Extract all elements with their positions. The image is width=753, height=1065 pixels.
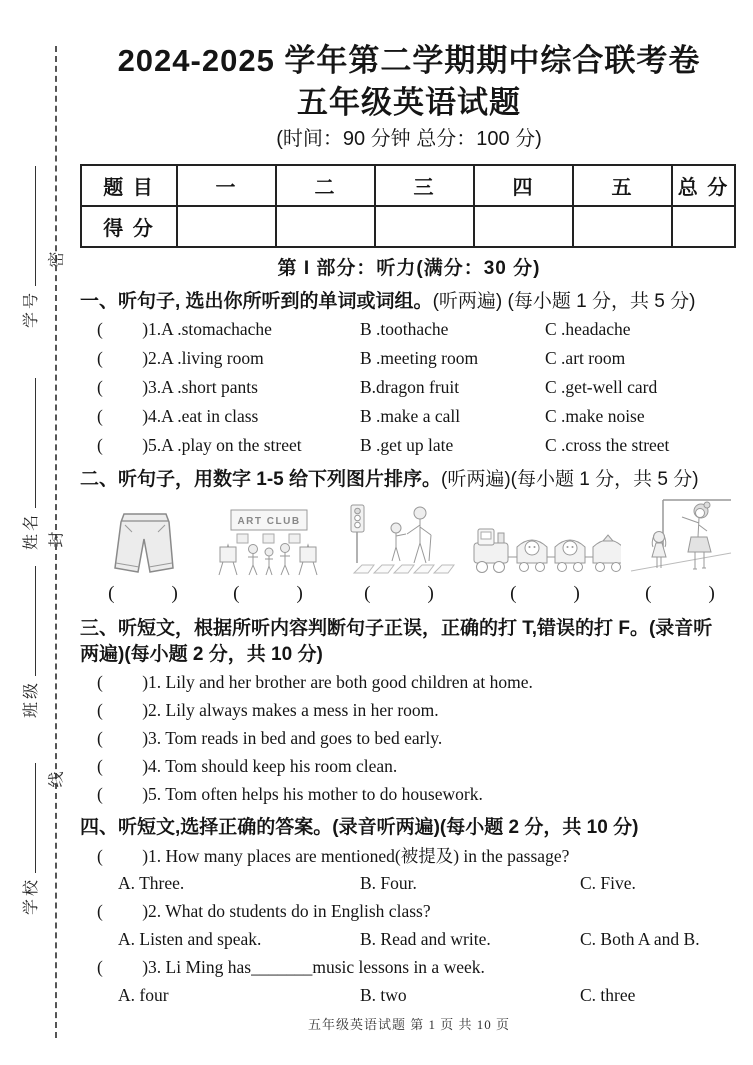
answer-blank[interactable]: ( ) xyxy=(645,583,715,604)
answer-blank-option-a: ( )1.A .stomachache xyxy=(97,319,272,339)
picture-row xyxy=(80,495,738,581)
class-label: 班级 xyxy=(23,679,40,718)
score-cell-1[interactable] xyxy=(177,206,276,247)
score-cell-3[interactable] xyxy=(375,206,474,247)
student-id-blank[interactable] xyxy=(21,166,36,286)
option-b: B. Read and write. xyxy=(360,928,491,949)
section3-heading xyxy=(80,616,738,668)
option-a: A. four xyxy=(118,984,169,1005)
true-false-item: ( )2. Lily always makes a mess in her room. xyxy=(97,699,439,720)
choice-question: ( )3. Li Ming has_______music lessons in a week. xyxy=(97,956,485,977)
option-c: C. Both A and B. xyxy=(580,928,700,949)
answer-blank-option-a: ( )3.A .short pants xyxy=(97,377,258,397)
picture-art-club xyxy=(207,507,329,581)
answer-blank-option-a: ( )4.A .eat in class xyxy=(97,406,259,426)
option-c: C .art room xyxy=(545,348,626,368)
student-id-label: 学号 xyxy=(23,289,40,328)
answer-blank-option-a: ( )2.A .living room xyxy=(97,348,264,368)
section1-title: 一、听句子, 选出你所听到的单词或词组。 xyxy=(80,291,433,312)
seal-char-feng: 封 xyxy=(48,531,66,548)
question-row xyxy=(80,431,738,460)
option-c: C. Five. xyxy=(580,872,636,893)
score-table-header-1: 一 xyxy=(177,165,276,206)
art-club-sign-text: ART CLUB xyxy=(237,516,301,527)
side-field-name xyxy=(18,378,41,550)
picture-toy-train xyxy=(469,521,621,581)
picture-talk-with-teacher xyxy=(626,495,734,581)
question-row xyxy=(80,344,738,373)
school-blank[interactable] xyxy=(21,763,36,873)
answer-blank-option-a: ( )5.A .play on the street xyxy=(97,435,302,455)
section2-heading xyxy=(80,467,738,493)
score-table xyxy=(80,164,736,248)
true-false-item: ( )1. Lily and her brother are both good children at home. xyxy=(97,671,533,692)
choice-options-row xyxy=(80,981,738,1009)
score-cell-5[interactable] xyxy=(573,206,672,247)
score-table-header-5: 五 xyxy=(573,165,672,206)
picture-trousers xyxy=(84,509,202,581)
score-cell-total[interactable] xyxy=(672,206,735,247)
option-c: C .get-well card xyxy=(545,377,658,397)
section4-title: 四、听短文,选择正确的答案。(录音听两遍)(每小题 2 分，共 10 分) xyxy=(80,817,639,838)
score-table-score-row xyxy=(81,206,735,247)
option-b: B.dragon fruit xyxy=(360,377,460,397)
option-c: C .headache xyxy=(545,319,631,339)
section3-title-line2: 两遍)(每小题 2 分，共 10 分) xyxy=(80,644,323,665)
page-footer: 五年级英语试题 第 1 页 共 10 页 xyxy=(307,1017,510,1032)
exam-time-score-note: (时间：90 分钟 总分：100 分) xyxy=(276,128,542,150)
score-table-header-total: 总 分 xyxy=(672,165,735,206)
section3-title-line1: 三、听短文，根据所听内容判断句子正误，正确的打 T,错误的打 F。(录音听 xyxy=(80,618,713,639)
art-club-image xyxy=(207,507,329,581)
score-table-header-4: 四 xyxy=(474,165,573,206)
picture-cross-street xyxy=(334,501,464,581)
section2-title: 二、听句子，用数字 1-5 给下列图片排序。 xyxy=(80,469,442,490)
side-field-student-id xyxy=(18,166,41,328)
score-table-header-row xyxy=(81,165,735,206)
question-row xyxy=(80,402,738,431)
seal-char-xian: 线 xyxy=(48,771,66,788)
true-false-item: ( )5. Tom often helps his mother to do housework. xyxy=(97,783,483,804)
option-b: B .make a call xyxy=(360,406,461,426)
answer-blank[interactable]: ( ) xyxy=(510,583,580,604)
question-row xyxy=(80,373,738,402)
ordering-blank-row xyxy=(80,581,738,607)
class-blank[interactable] xyxy=(21,566,36,676)
choice-options-row xyxy=(80,925,738,953)
score-cell-4[interactable] xyxy=(474,206,573,247)
option-a: A. Listen and speak. xyxy=(118,928,262,949)
school-label: 学校 xyxy=(23,876,40,915)
option-b: B .toothache xyxy=(360,319,449,339)
side-field-class xyxy=(18,566,41,718)
option-b: B. two xyxy=(360,984,407,1005)
choice-options-row xyxy=(80,869,738,897)
score-table-header-2: 二 xyxy=(276,165,375,206)
option-b: B .meeting room xyxy=(360,348,479,368)
crossing-street-image xyxy=(334,501,464,581)
section1-note: (听两遍) (每小题 1 分，共 5 分) xyxy=(432,291,696,312)
exam-title-line2: 五年级英语试题 xyxy=(297,85,521,120)
option-c: C .make noise xyxy=(545,406,645,426)
section1-heading xyxy=(80,289,738,315)
true-false-item: ( )4. Tom should keep his room clean. xyxy=(97,755,398,776)
option-c: C .cross the street xyxy=(545,435,670,455)
option-a: A. Three. xyxy=(118,872,185,893)
name-blank[interactable] xyxy=(21,378,36,508)
true-false-item: ( )3. Tom reads in bed and goes to bed early. xyxy=(97,727,443,748)
question-row xyxy=(80,315,738,344)
section2-note: (听两遍)(每小题 1 分，共 5 分) xyxy=(441,469,699,490)
choice-question: ( )2. What do students do in English class? xyxy=(97,900,431,921)
option-c: C. three xyxy=(580,984,636,1005)
option-b: B .get up late xyxy=(360,435,454,455)
score-cell-2[interactable] xyxy=(276,206,375,247)
trousers-image xyxy=(88,509,198,581)
teacher-student-image xyxy=(627,495,733,581)
score-table-header-3: 三 xyxy=(375,165,474,206)
answer-blank[interactable]: ( ) xyxy=(233,583,303,604)
seal-char-mi: 密 xyxy=(48,251,66,268)
exam-title-line1: 2024-2025 学年第二学期期中综合联考卷 xyxy=(117,43,701,78)
part1-heading: 第 I 部分：听力(满分：30 分) xyxy=(277,258,541,279)
answer-blank[interactable]: ( ) xyxy=(108,583,178,604)
score-row-label: 得 分 xyxy=(81,206,177,247)
option-b: B. Four. xyxy=(360,872,417,893)
exam-content xyxy=(80,40,738,1009)
side-field-school xyxy=(18,763,41,915)
name-label: 姓名 xyxy=(23,511,40,550)
section4-heading xyxy=(80,815,738,841)
answer-blank[interactable]: ( ) xyxy=(364,583,434,604)
toy-train-image xyxy=(469,521,621,581)
choice-question: ( )1. How many places are mentioned(被提及) in the passage? xyxy=(97,845,570,866)
score-table-header-topic: 题 目 xyxy=(81,165,177,206)
